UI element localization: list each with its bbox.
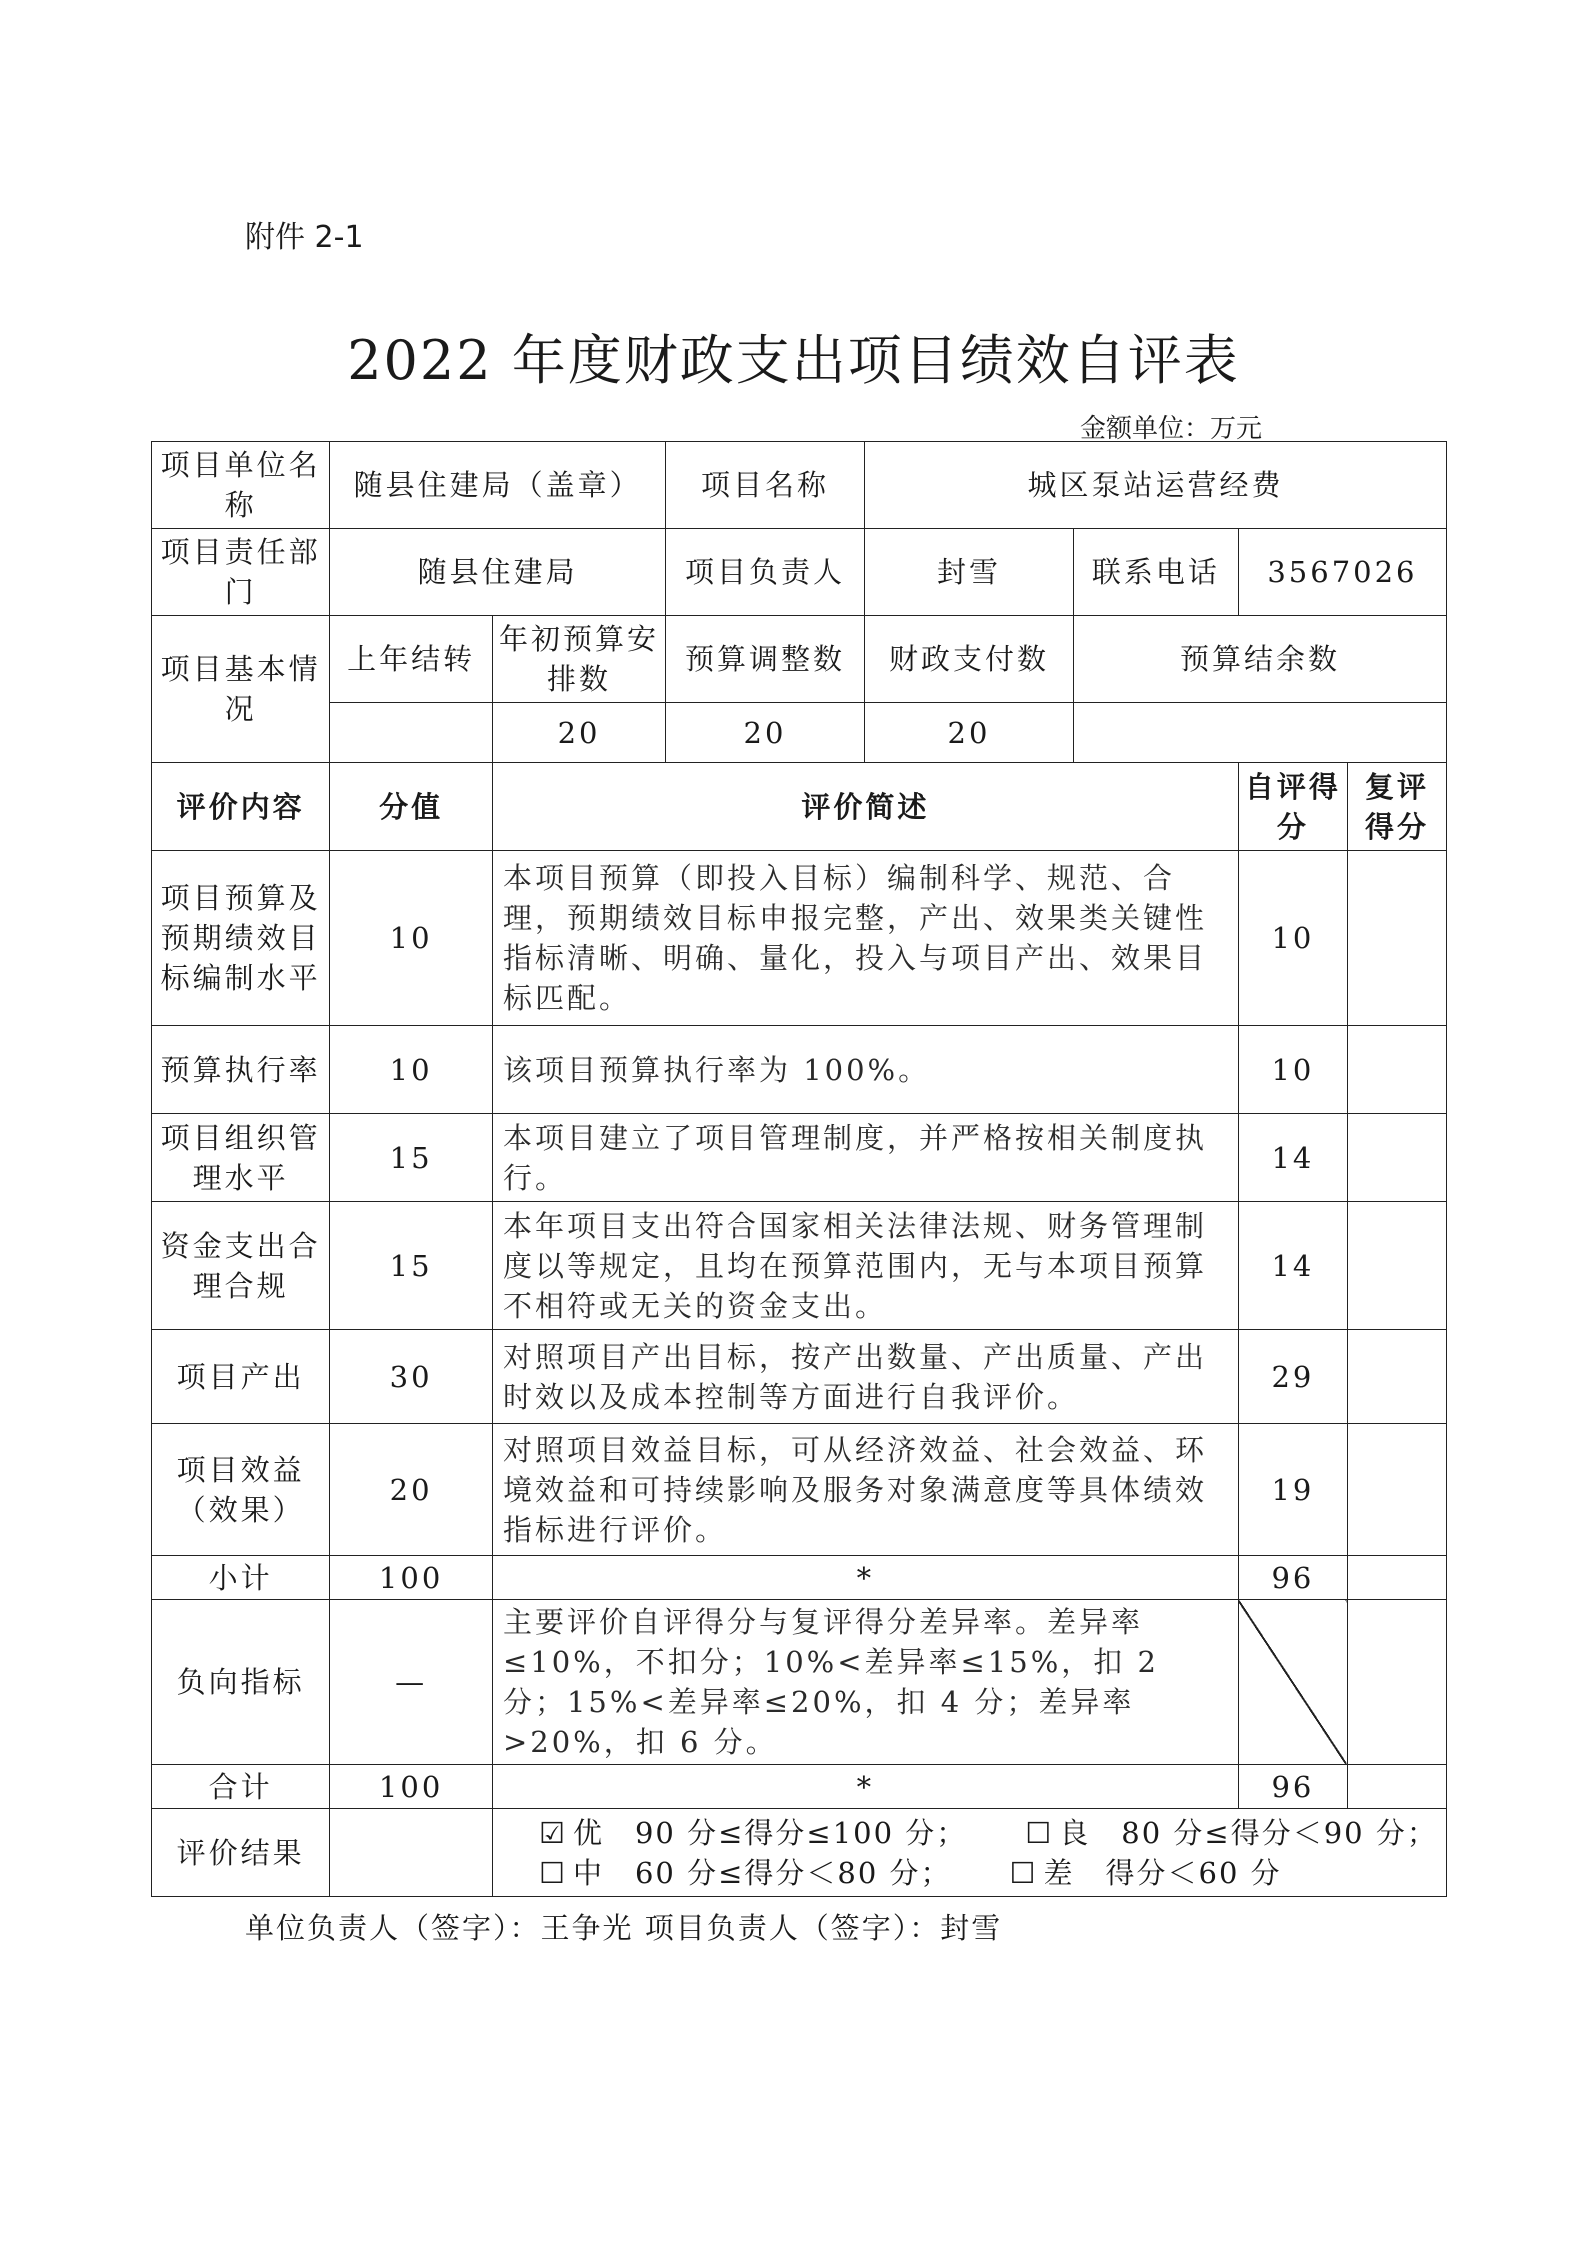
row-self-score: 14 (1238, 1114, 1347, 1202)
value-phone: 3567026 (1238, 529, 1446, 616)
row-review-score (1348, 1330, 1447, 1424)
checked-box-icon[interactable]: ☑ (538, 1815, 567, 1850)
basic-info-value-row (152, 703, 1447, 763)
row-name: 项目预算及预期绩效目标编制水平 (152, 851, 330, 1026)
header-score: 分值 (330, 763, 493, 851)
col-initial-budget: 年初预算安排数 (492, 616, 665, 703)
page-title: 2022 年度财政支出项目绩效自评表 (347, 329, 1240, 392)
row-score: 20 (330, 1424, 493, 1556)
row-name: 资金支出合理合规 (152, 1202, 330, 1330)
subtotal-desc: * (492, 1556, 1238, 1600)
value-unit-name: 随县住建局（盖章） (330, 442, 666, 529)
total-self-score: 96 (1238, 1765, 1347, 1809)
col-paid: 财政支付数 (864, 616, 1073, 703)
header-self-score: 自评得分 (1238, 763, 1347, 851)
row-review-score (1348, 1026, 1447, 1114)
row-self-score: 19 (1238, 1424, 1347, 1556)
subtotal-label: 小计 (152, 1556, 330, 1600)
col-adjustment: 预算调整数 (666, 616, 865, 703)
table-row (152, 1330, 1447, 1424)
negative-review-score (1348, 1600, 1447, 1765)
val-initial-budget: 20 (492, 703, 665, 763)
label-unit-name: 项目单位名称 (152, 442, 330, 529)
signature-line: 单位负责人（签字）：王争光 项目负责人（签字）：封雪 (245, 1911, 1003, 1945)
total-label: 合计 (152, 1765, 330, 1809)
result-empty (330, 1809, 493, 1897)
row-score: 10 (330, 1026, 493, 1114)
negative-self-diagonal (1238, 1600, 1347, 1765)
unchecked-box-icon[interactable]: ☐ (538, 1855, 567, 1890)
row-name: 项目效益（效果） (152, 1424, 330, 1556)
val-adjustment: 20 (666, 703, 865, 763)
row-review-score (1348, 1114, 1447, 1202)
negative-indicator-row (152, 1600, 1447, 1765)
row-score: 15 (330, 1114, 493, 1202)
subtotal-score: 100 (330, 1556, 493, 1600)
val-balance (1074, 703, 1447, 763)
row-review-score (1348, 1424, 1447, 1556)
subtotal-row (152, 1556, 1447, 1600)
info-row-unit (152, 442, 1447, 529)
row-name: 项目产出 (152, 1330, 330, 1424)
row-score: 15 (330, 1202, 493, 1330)
label-project-name: 项目名称 (666, 442, 865, 529)
val-paid: 20 (864, 703, 1073, 763)
label-dept: 项目责任部门 (152, 529, 330, 616)
row-self-score: 10 (1238, 851, 1347, 1026)
row-desc: 对照项目效益目标，可从经济效益、社会效益、环境效益和可持续影响及服务对象满意度等具体绩效指标进行评价。 (492, 1424, 1238, 1556)
row-desc: 本年项目支出符合国家相关法律法规、财务管理制度以等规定，且均在预算范围内，无与本项目预算不相符或无关的资金支出。 (492, 1202, 1238, 1330)
self-evaluation-table (151, 441, 1447, 1897)
option-poor: 差 得分＜60 分 (1043, 1855, 1282, 1890)
label-basic-info: 项目基本情况 (152, 616, 330, 763)
unchecked-box-icon[interactable]: ☐ (1025, 1815, 1054, 1850)
row-name: 预算执行率 (152, 1026, 330, 1114)
negative-desc: 主要评价自评得分与复评得分差异率。差异率≤10%，不扣分；10%<差异率≤15%，扣 2 分；15%<差异率≤20%，扣 4 分；差异率>20%，扣 6 分。 (492, 1600, 1238, 1765)
unchecked-box-icon[interactable]: ☐ (1009, 1855, 1038, 1890)
row-self-score: 10 (1238, 1026, 1347, 1114)
col-balance: 预算结余数 (1074, 616, 1447, 703)
eval-header-row (152, 763, 1447, 851)
header-content: 评价内容 (152, 763, 330, 851)
header-review-score: 复评得分 (1348, 763, 1447, 851)
label-leader: 项目负责人 (666, 529, 865, 616)
row-self-score: 14 (1238, 1202, 1347, 1330)
row-review-score (1348, 851, 1447, 1026)
row-score: 30 (330, 1330, 493, 1424)
result-row (152, 1809, 1447, 1897)
row-name: 项目组织管理水平 (152, 1114, 330, 1202)
option-medium: 中 60 分≤得分＜80 分； (572, 1855, 952, 1890)
row-score: 10 (330, 851, 493, 1026)
negative-label: 负向指标 (152, 1600, 330, 1765)
row-desc: 对照项目产出目标，按产出数量、产出质量、产出时效以及成本控制等方面进行自我评价。 (492, 1330, 1238, 1424)
row-self-score: 29 (1238, 1330, 1347, 1424)
header-summary: 评价简述 (492, 763, 1238, 851)
row-desc: 本项目预算（即投入目标）编制科学、规范、合理，预期绩效目标申报完整，产出、效果类关键性指标清晰、明确、量化，投入与项目产出、效果目标匹配。 (492, 851, 1238, 1026)
total-score: 100 (330, 1765, 493, 1809)
subtotal-review-score (1348, 1556, 1447, 1600)
row-desc: 本项目建立了项目管理制度，并严格按相关制度执行。 (492, 1114, 1238, 1202)
row-desc: 该项目预算执行率为 100%。 (492, 1026, 1238, 1114)
row-review-score (1348, 1202, 1447, 1330)
label-phone: 联系电话 (1074, 529, 1239, 616)
attachment-label: 附件 2-1 (245, 220, 364, 255)
total-review-score (1348, 1765, 1447, 1809)
info-row-dept (152, 529, 1447, 616)
table-row (152, 1026, 1447, 1114)
value-leader: 封雪 (864, 529, 1073, 616)
total-desc: * (492, 1765, 1238, 1809)
basic-info-header-row (152, 616, 1447, 703)
col-carry-over: 上年结转 (330, 616, 493, 703)
val-carry-over (330, 703, 493, 763)
result-line-1 (497, 1813, 1442, 1853)
subtotal-self-score: 96 (1238, 1556, 1347, 1600)
table-row (152, 1114, 1447, 1202)
amount-unit: 金额单位：万元 (1080, 414, 1263, 444)
result-label: 评价结果 (152, 1809, 330, 1897)
option-excellent: 优 90 分≤得分≤100 分； (572, 1815, 968, 1850)
table-row (152, 1202, 1447, 1330)
result-options (492, 1809, 1446, 1897)
option-good: 良 80 分≤得分＜90 分； (1059, 1815, 1438, 1850)
negative-score: — (330, 1600, 493, 1765)
result-line-2 (497, 1853, 1442, 1893)
table-row (152, 1424, 1447, 1556)
value-dept: 随县住建局 (330, 529, 666, 616)
value-project-name: 城区泵站运营经费 (864, 442, 1446, 529)
table-row (152, 851, 1447, 1026)
total-row (152, 1765, 1447, 1809)
